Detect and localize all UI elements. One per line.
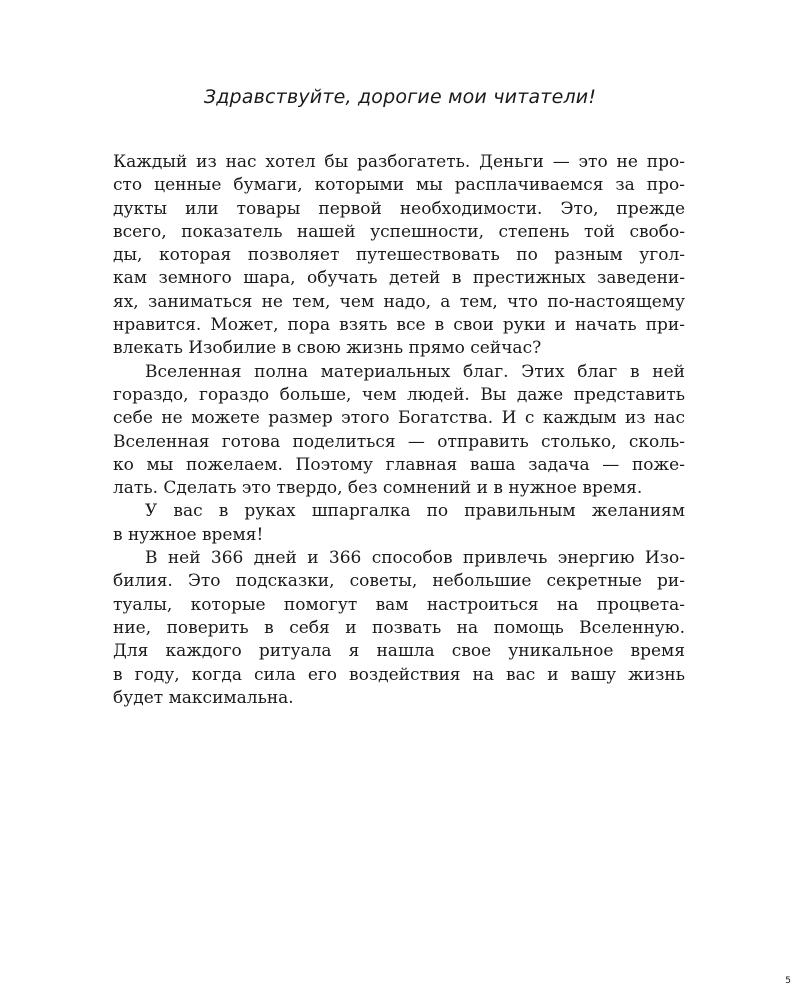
text-line: ях, заниматься не тем, чем надо, а тем, что по-настоящему	[113, 291, 685, 312]
text-line: Вселенная готова поделиться — отправить столько, сколь-	[113, 431, 685, 452]
text-line: У вас в руках шпаргалка по правильным желаниям	[145, 501, 685, 522]
text-line: себе не можете размер этого Богатства. И с каждым из нас	[113, 408, 685, 429]
text-line: ды, которая позволяет путешествовать по разным угол-	[113, 245, 685, 266]
text-line: в нужное время!	[113, 524, 264, 545]
text-line: билия. Это подсказки, советы, небольшие секретные ри-	[113, 571, 685, 592]
paragraph	[113, 547, 685, 710]
page-number: 5	[785, 976, 791, 986]
text-line: кам земного шара, обучать детей в престижных заведени-	[113, 268, 685, 289]
paragraph	[113, 500, 685, 547]
paragraph	[113, 361, 685, 501]
text-line: Вселенная полна материальных благ. Этих благ в ней	[145, 361, 685, 382]
text-line: ние, поверить в себя и позвать на помощь Вселенную.	[113, 617, 685, 638]
text-line: влекать Изобилие в свою жизнь прямо сейчас?	[113, 338, 542, 359]
paragraph	[113, 151, 685, 361]
body-text	[113, 151, 685, 710]
text-line: Каждый из нас хотел бы разбогатеть. Деньги — это не про-	[113, 152, 685, 172]
page-heading: Здравствуйте, дорогие мои читатели!	[203, 86, 597, 108]
text-line: В ней 366 дней и 366 способов привлечь энергию Изо-	[145, 548, 685, 569]
text-line: ко мы пожелаем. Поэтому главная ваша задача — поже-	[113, 454, 685, 475]
text-line: всего, показатель нашей успешности, степень той свобо-	[113, 221, 685, 242]
text-line: гораздо, гораздо больше, чем людей. Вы даже представить	[113, 384, 685, 405]
text-line: туалы, которые помогут вам настроиться на процвета-	[113, 594, 685, 615]
text-line: нравится. Может, пора взять все в свои руки и начать при-	[113, 315, 685, 336]
text-line: в году, когда сила его воздействия на вас и вашу жизнь	[113, 664, 685, 685]
text-line: будет максимальна.	[113, 687, 294, 708]
text-line: Для каждого ритуала я нашла свое уникальное время	[113, 641, 685, 662]
text-line: дукты или товары первой необходимости. Это, прежде	[113, 198, 685, 219]
text-line: сто ценные бумаги, которыми мы расплачиваемся за про-	[113, 175, 685, 196]
text-line: лать. Сделать это твердо, без сомнений и в нужное время.	[113, 478, 643, 499]
